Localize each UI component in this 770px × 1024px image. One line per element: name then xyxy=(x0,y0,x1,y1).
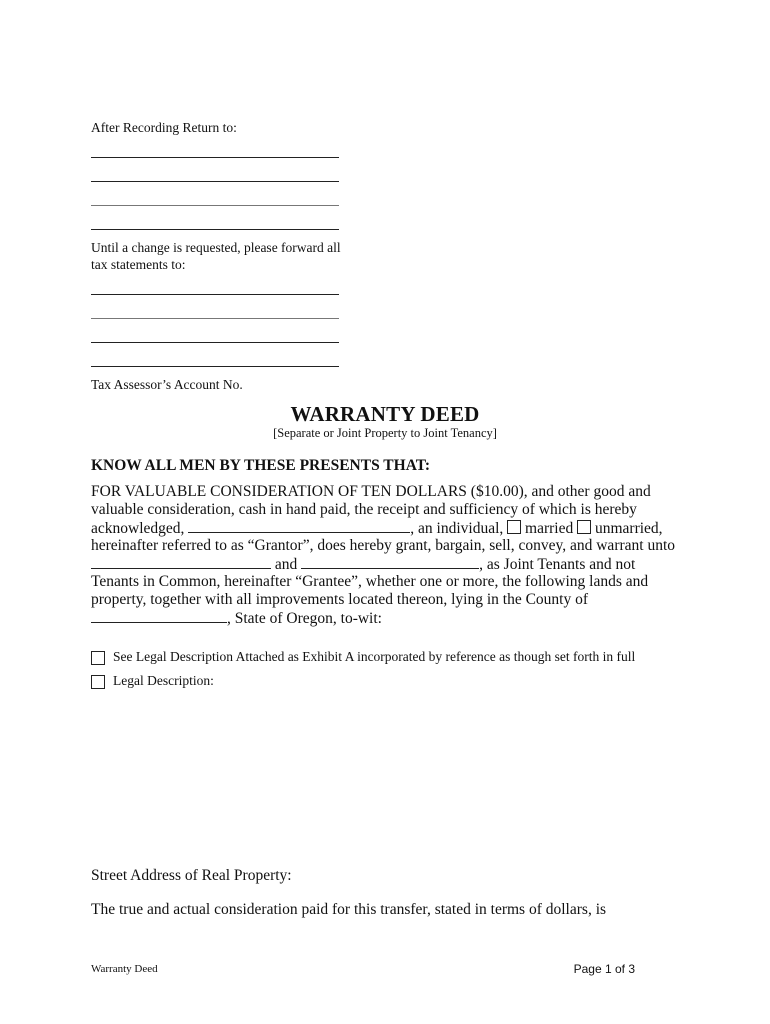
and-text: and xyxy=(274,556,298,573)
married-label: married xyxy=(525,520,574,537)
married-checkbox[interactable] xyxy=(507,520,521,534)
paragraph-line-2: valuable consideration, cash in hand paid, the receipt and sufficiency of which is hereby xyxy=(91,501,637,518)
legal-description-checkbox[interactable] xyxy=(91,675,105,689)
paragraph-line-3 xyxy=(91,519,663,538)
return-address-line-1[interactable] xyxy=(91,157,339,158)
tax-address-line-1[interactable] xyxy=(91,294,339,295)
exhibit-a-checkbox[interactable] xyxy=(91,651,105,665)
paragraph-line-4: hereinafter referred to as “Grantor”, does hereby grant, bargain, sell, convey, and warrant unto xyxy=(91,537,676,554)
paragraph-line-7: property, together with all improvements located thereon, lying in the County of xyxy=(91,591,589,608)
paragraph-line-8 xyxy=(91,609,382,628)
tax-address-line-2[interactable] xyxy=(91,318,339,319)
joint-tenants-text: , as Joint Tenants and not xyxy=(479,556,636,573)
return-to-label: After Recording Return to: xyxy=(91,120,237,135)
document-subtitle: [Separate or Joint Property to Joint Tenancy] xyxy=(273,426,497,440)
legal-description-label: Legal Description: xyxy=(113,673,214,688)
unmarried-label: unmarried, xyxy=(594,520,663,537)
document-title: WARRANTY DEED xyxy=(290,402,480,426)
county-field[interactable] xyxy=(91,609,227,623)
paragraph-line-1: FOR VALUABLE CONSIDERATION OF TEN DOLLARS ($10.00), and other good and xyxy=(91,483,651,500)
return-address-line-3[interactable] xyxy=(91,205,339,206)
return-address-line-2[interactable] xyxy=(91,181,339,182)
consideration-text: The true and actual consideration paid for this transfer, stated in terms of dollars, is xyxy=(91,901,607,918)
return-address-line-4[interactable] xyxy=(91,229,339,230)
acknowledged-text: acknowledged, xyxy=(91,520,185,537)
presents-heading: KNOW ALL MEN BY THESE PRESENTS THAT: xyxy=(91,457,431,474)
tax-assessor-label: Tax Assessor’s Account No. xyxy=(91,377,243,392)
grantee-2-name-field[interactable] xyxy=(301,555,479,569)
grantee-1-name-field[interactable] xyxy=(91,555,271,569)
street-address-label: Street Address of Real Property: xyxy=(91,867,292,884)
tax-address-line-3[interactable] xyxy=(91,342,339,343)
unmarried-checkbox[interactable] xyxy=(577,520,591,534)
tax-forward-label-line-1: Until a change is requested, please forward all xyxy=(91,240,341,255)
exhibit-a-label: See Legal Description Attached as Exhibit A incorporated by reference as though set forth in full xyxy=(113,649,636,664)
paragraph-line-5 xyxy=(91,555,635,574)
tax-address-line-4[interactable] xyxy=(91,366,339,367)
individual-text: , an individual, xyxy=(410,520,504,537)
grantor-name-field[interactable] xyxy=(188,519,410,533)
footer-document-name: Warranty Deed xyxy=(91,963,158,975)
footer-page-number: Page 1 of 3 xyxy=(573,962,635,976)
tax-forward-label-line-2: tax statements to: xyxy=(91,257,186,272)
paragraph-line-6: Tenants in Common, hereinafter “Grantee”, whether one or more, the following lands and xyxy=(91,573,649,590)
state-text: , State of Oregon, to-wit: xyxy=(227,610,382,627)
